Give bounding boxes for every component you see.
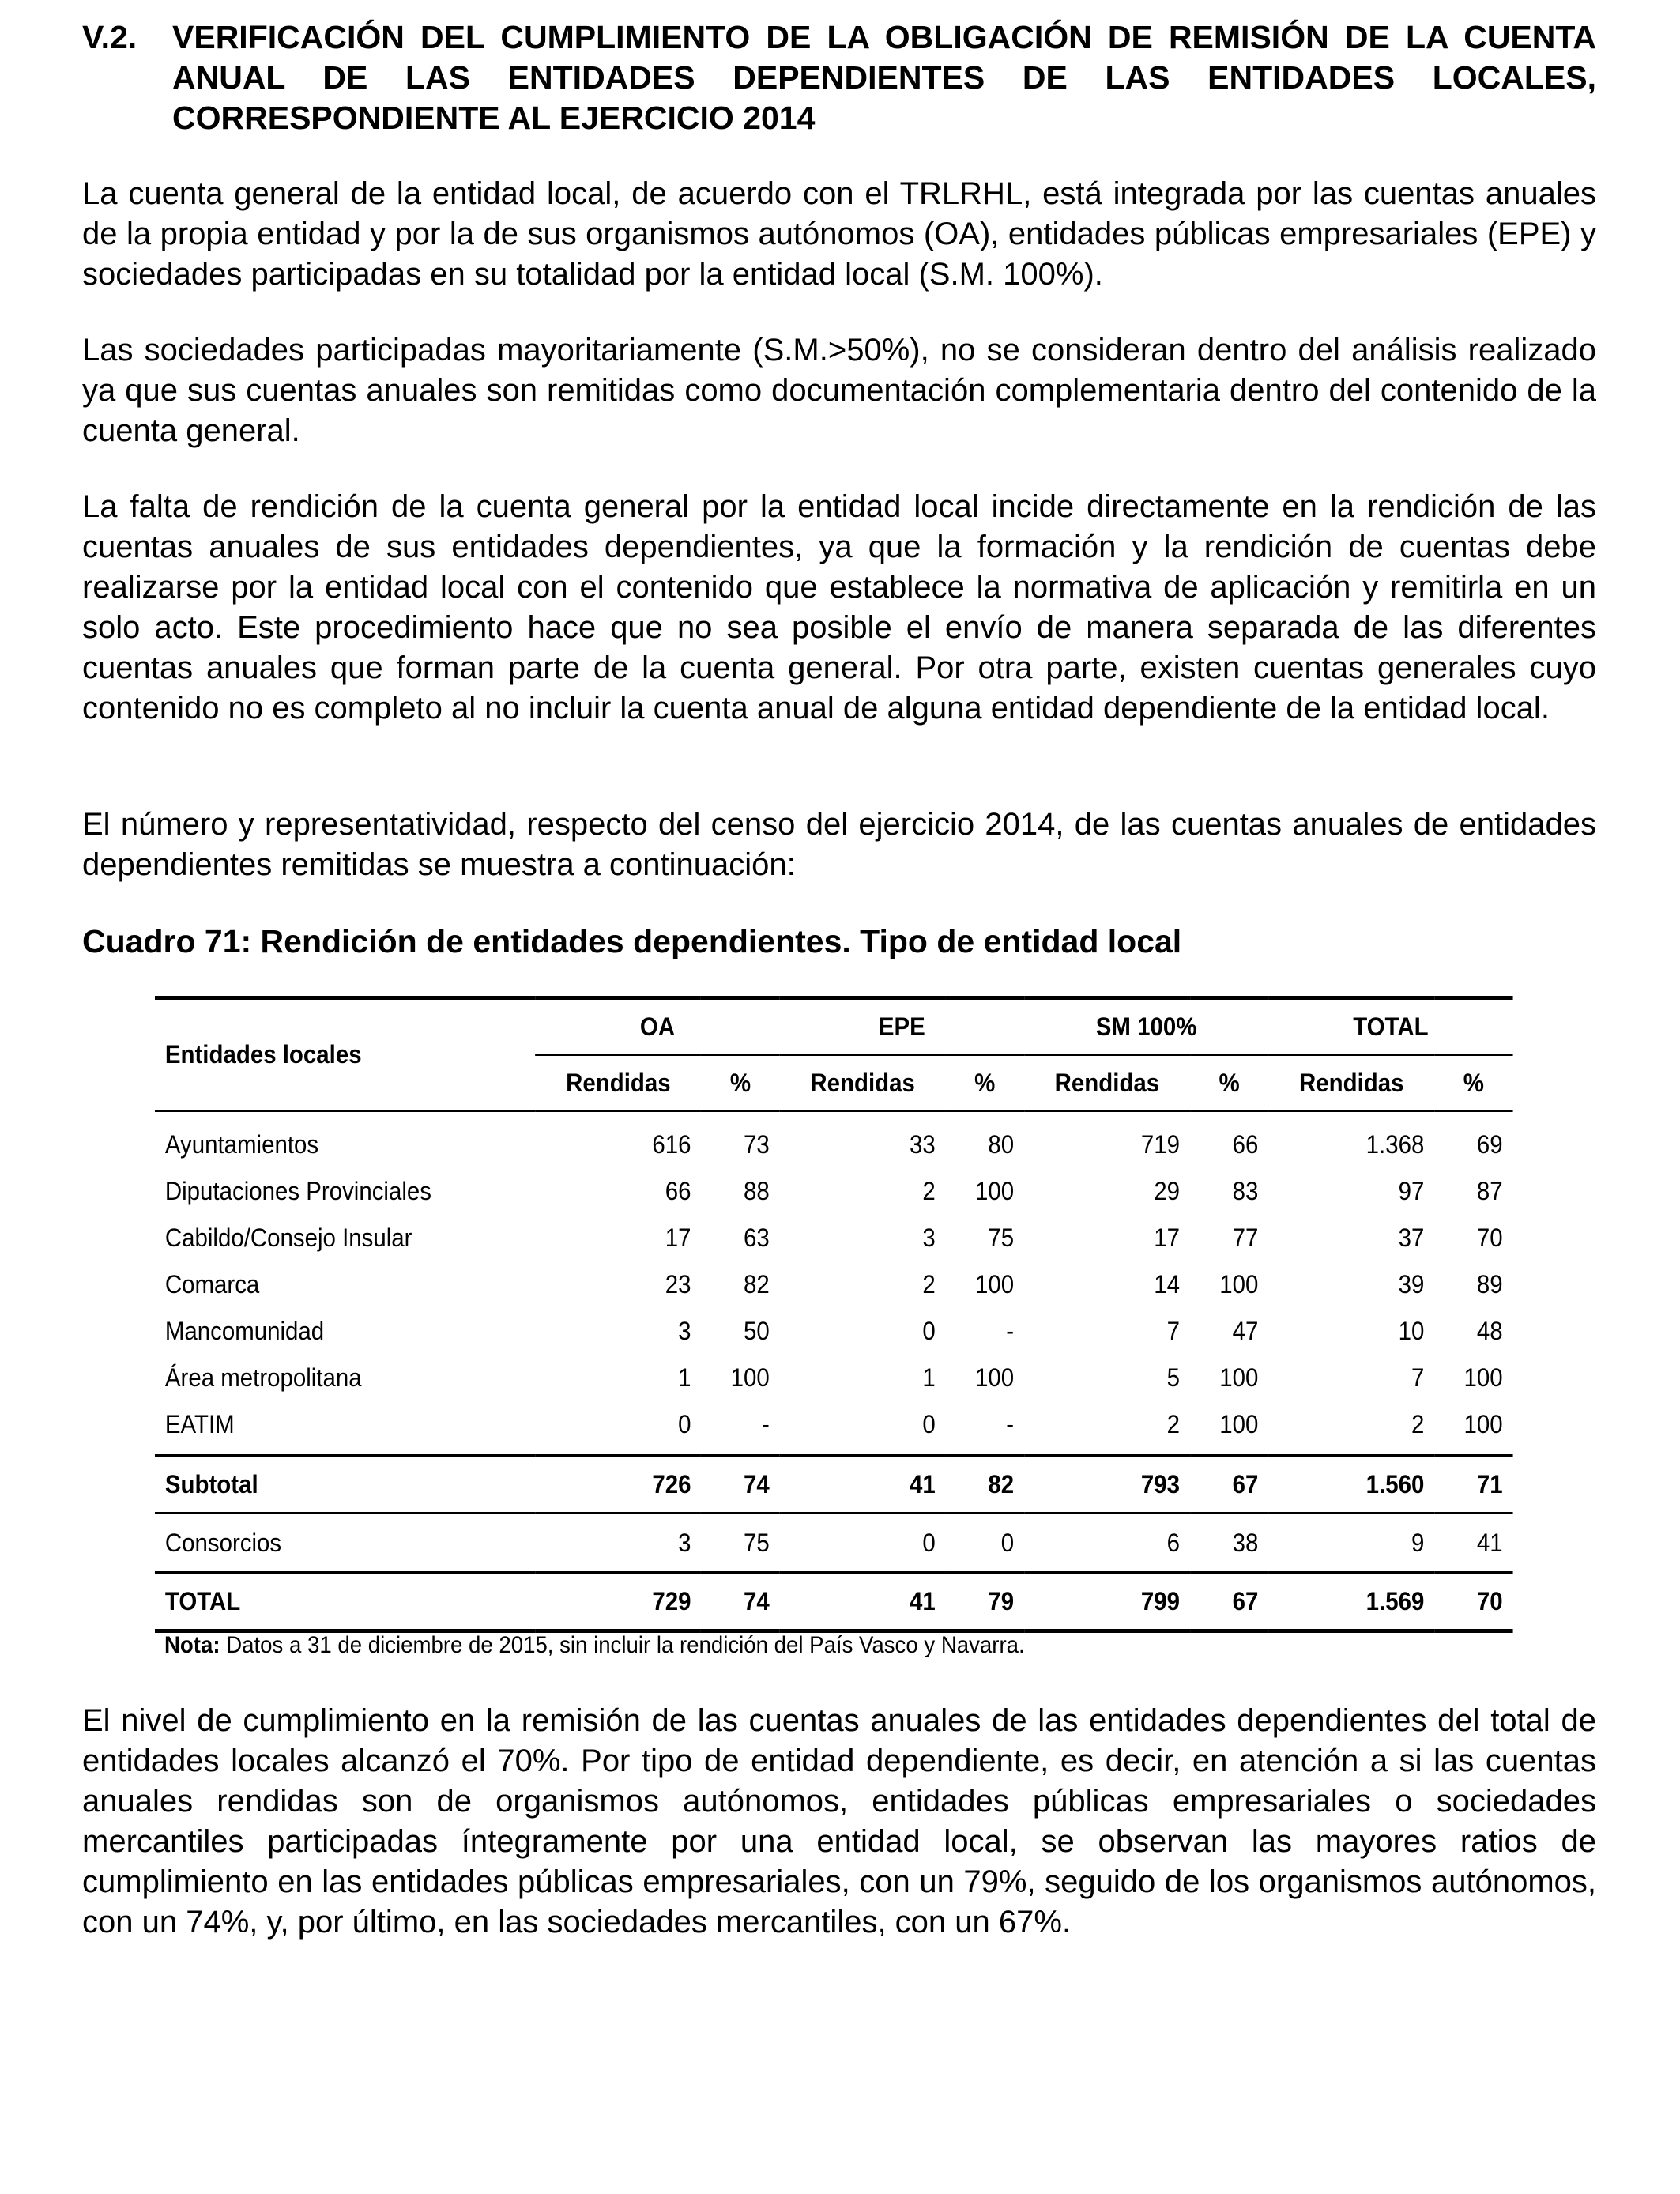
table-cell: 41 (780, 1573, 946, 1631)
table-cell: 0 (678, 1410, 691, 1438)
row-label: Comarca (164, 1270, 260, 1299)
table-cell: 82 (946, 1456, 1024, 1514)
table-cell: 48 (1476, 1317, 1503, 1345)
paragraph-representatividad: El número y representatividad, respecto del censo del ejercicio 2014, de las cuentas anuales de entidades dependientes remitidas se muestra a continuación: (82, 807, 1596, 882)
table-cell: 0 (922, 1528, 936, 1557)
table-cell: 41 (780, 1456, 946, 1514)
table-cell: 100 (1219, 1363, 1259, 1392)
table-body (155, 1111, 1513, 1456)
group-header-epe: EPE (780, 998, 1024, 1055)
group-header-oa: OA (535, 998, 779, 1055)
table-cell: 1 (678, 1363, 691, 1392)
subheader: % (1463, 1068, 1484, 1097)
row-header: Entidades locales (164, 1040, 362, 1069)
table-cell: 75 (988, 1223, 1015, 1252)
table-cell: 74 (701, 1573, 779, 1631)
subheader: % (1219, 1068, 1240, 1097)
table-cell: 1.368 (1365, 1130, 1425, 1159)
table-cell: 50 (744, 1317, 770, 1345)
table-header-row (155, 998, 1513, 1055)
table-cell: 100 (1219, 1410, 1259, 1438)
table-cell: 29 (1154, 1177, 1181, 1205)
table-summary (155, 1456, 1513, 1631)
paragraph-nivel-cumplimiento: El nivel de cumplimiento en la remisión de las cuentas anuales de las entidades dependientes del total de entidades locales alcanzó el 70%. Por tipo de entidad dependiente, es decir, en atención a si las cuentas anuales rendidas son de organismos autónomos, entidades públicas empresariales o sociedades mercantiles participadas íntegramente por una entidad local, se observan las mayores ratios de cumplimiento en las entidades públicas empresariales, con un 79%, seguido de los organismos autónomos, con un 74%, y, por último, en las sociedades mercantiles, con un 67%. (82, 1703, 1596, 1940)
table-row (155, 1168, 1513, 1215)
section-heading (82, 17, 1596, 138)
subheader: Rendidas (1054, 1068, 1160, 1097)
table-cell: 63 (744, 1223, 770, 1252)
table-cell: 23 (665, 1270, 691, 1299)
table-cell: 3 (678, 1528, 691, 1557)
table-cell: 1.560 (1268, 1456, 1434, 1514)
table-cell: 88 (744, 1177, 770, 1205)
table-cell: 83 (1232, 1177, 1259, 1205)
table-cell: 100 (974, 1177, 1015, 1205)
table-row (155, 1355, 1513, 1401)
row-label: Diputaciones Provinciales (164, 1177, 431, 1205)
table-cell: 5 (1166, 1363, 1181, 1392)
table-cell: 71 (1434, 1456, 1512, 1514)
table-cell: 69 (1476, 1130, 1503, 1159)
table-cell: 100 (1219, 1270, 1259, 1299)
table-cell: 75 (744, 1528, 770, 1557)
table-cell: 82 (744, 1270, 770, 1299)
table-cell: - (1006, 1410, 1015, 1438)
table-cell: 100 (730, 1363, 770, 1392)
table-cell: 100 (1463, 1410, 1503, 1438)
table-cell: 0 (922, 1410, 936, 1438)
table-cell: 66 (665, 1177, 691, 1205)
total-row (155, 1573, 1513, 1631)
table-cell: 89 (1476, 1270, 1503, 1299)
table-cell: 719 (1140, 1130, 1181, 1159)
table-cell: 66 (1232, 1130, 1259, 1159)
table-cell: 799 (1024, 1573, 1190, 1631)
table-cell: 70 (1434, 1573, 1512, 1631)
table-cell: 37 (1398, 1223, 1425, 1252)
table-cell: 97 (1398, 1177, 1425, 1205)
row-label: Cabildo/Consejo Insular (164, 1223, 412, 1252)
table-cell: 70 (1476, 1223, 1503, 1252)
table-cell: 616 (652, 1130, 691, 1159)
table-row (155, 1215, 1513, 1261)
table-cell: 100 (974, 1270, 1015, 1299)
table-cell: 100 (1463, 1363, 1503, 1392)
table-cell: 10 (1398, 1317, 1425, 1345)
table-cell: - (761, 1410, 770, 1438)
table-row (155, 1111, 1513, 1169)
row-label: EATIM (164, 1410, 235, 1438)
table-cell: 2 (1166, 1410, 1181, 1438)
table-cell: 17 (665, 1223, 691, 1252)
table-cell: 67 (1190, 1456, 1268, 1514)
table-cell: 2 (922, 1270, 936, 1299)
table-cell: 77 (1232, 1223, 1259, 1252)
table-cell: 0 (922, 1317, 936, 1345)
table-cell: 9 (1411, 1528, 1425, 1557)
subheader: % (729, 1068, 751, 1097)
subheader: Rendidas (1298, 1068, 1404, 1097)
paragraph-cuenta-general: La cuenta general de la entidad local, de acuerdo con el TRLRHL, está integrada por las cuentas anuales de la propia entidad y por la de sus organismos autónomos (OA), entidades públicas empresariales (EPE) y sociedades participadas en su totalidad por la entidad local (S.M. 100%). (82, 176, 1596, 292)
table-cell: 39 (1398, 1270, 1425, 1299)
table-caption: Cuadro 71: Rendición de entidades dependientes. Tipo de entidad local (82, 923, 1182, 959)
table-cell: 6 (1166, 1528, 1181, 1557)
table-cell: 3 (922, 1223, 936, 1252)
row-label: Mancomunidad (164, 1317, 325, 1345)
table-cell: 67 (1190, 1573, 1268, 1631)
table-row (155, 1308, 1513, 1355)
table-row (155, 1401, 1513, 1456)
section-number: V.2. (82, 19, 137, 55)
row-label: Subtotal (155, 1456, 535, 1514)
table-cell: 73 (744, 1130, 770, 1159)
note-text: Datos a 31 de diciembre de 2015, sin incluir la rendición del País Vasco y Navarra. (220, 1632, 1025, 1658)
table-cell: 80 (988, 1130, 1015, 1159)
table-cell: 38 (1232, 1528, 1259, 1557)
table-cell: 1 (922, 1363, 936, 1392)
row-label: Consorcios (164, 1528, 282, 1557)
table-cell: - (1006, 1317, 1015, 1345)
consorcios-row (155, 1514, 1513, 1573)
group-header-total: TOTAL (1268, 998, 1512, 1055)
subheader: Rendidas (810, 1068, 915, 1097)
table-cell: 87 (1476, 1177, 1503, 1205)
table-cell: 7 (1411, 1363, 1425, 1392)
subheader: Rendidas (566, 1068, 671, 1097)
paragraph-sociedades-participadas: Las sociedades participadas mayoritariamente (S.M.>50%), no se consideran dentro del análisis realizado ya que sus cuentas anuales son remitidas como documentación complementaria dentro del contenido de la cuenta general. (82, 333, 1596, 448)
table-cell: 14 (1154, 1270, 1181, 1299)
row-label: Área metropolitana (164, 1363, 362, 1392)
table-cell: 74 (701, 1456, 779, 1514)
table-cell: 41 (1476, 1528, 1503, 1557)
note-label: Nota: (164, 1632, 220, 1658)
row-label: TOTAL (155, 1573, 535, 1631)
table-cell: 1.569 (1268, 1573, 1434, 1631)
table-cell: 2 (1411, 1410, 1425, 1438)
table-cell: 793 (1024, 1456, 1190, 1514)
subtotal-row (155, 1456, 1513, 1514)
table-cell: 3 (678, 1317, 691, 1345)
table-cell: 0 (1000, 1528, 1015, 1557)
paragraph-falta-rendicion: La falta de rendición de la cuenta general por la entidad local incide directamente en la rendición de las cuentas anuales de sus entidades dependientes, ya que la formación y la rendición de cuentas debe realizarse por la entidad local con el contenido que establece la normativa de aplicación y remitirla en un solo acto. Este procedimiento hace que no sea posible el envío de manera separada de las diferentes cuentas anuales que forman parte de la cuenta general. Por otra parte, existen cuentas generales cuyo contenido no es completo al no incluir la cuenta anual de alguna entidad dependiente de la entidad local. (82, 489, 1596, 726)
subheader: % (974, 1068, 996, 1097)
table-cell: 729 (535, 1573, 701, 1631)
table-cell: 7 (1166, 1317, 1181, 1345)
row-label: Ayuntamientos (164, 1130, 319, 1159)
rendicion-table (155, 996, 1513, 1633)
table-cell: 79 (946, 1573, 1024, 1631)
table-cell: 17 (1154, 1223, 1181, 1252)
section-title: VERIFICACIÓN DEL CUMPLIMIENTO DE LA OBLIGACIÓN DE REMISIÓN DE LA CUENTA ANUAL DE LAS ENTIDADES DEPENDIENTES DE LAS ENTIDADES LOCALES, CORRESPONDIENTE AL EJERCICIO 2014 (172, 19, 1596, 136)
group-header-sm: SM 100% (1024, 998, 1268, 1055)
table-cell: 47 (1232, 1317, 1259, 1345)
table-container (155, 996, 1503, 1633)
table-cell: 33 (909, 1130, 936, 1159)
table-cell: 2 (922, 1177, 936, 1205)
table-cell: 726 (535, 1456, 701, 1514)
table-cell: 100 (974, 1363, 1015, 1392)
table-row (155, 1261, 1513, 1308)
table-note (164, 1631, 1025, 1660)
